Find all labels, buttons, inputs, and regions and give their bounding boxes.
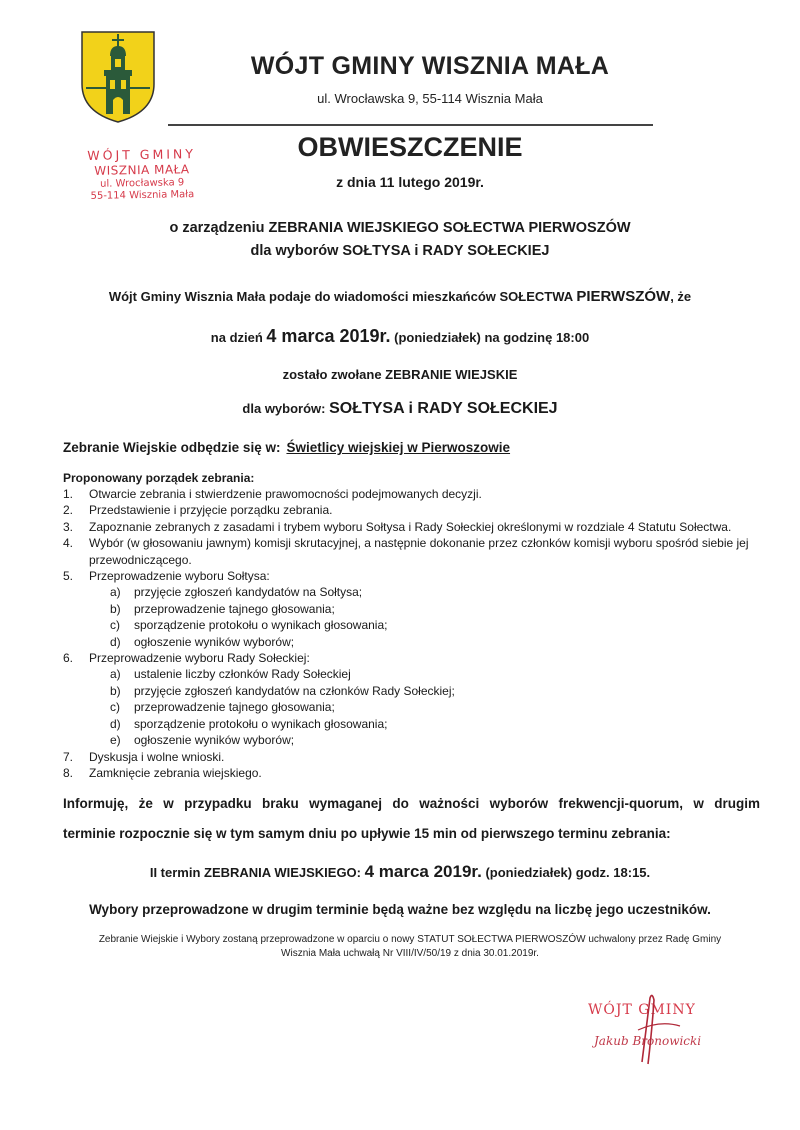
agenda-subitem-text: sporządzenie protokołu o wynikach głosowania; [134,716,388,731]
meeting-date: 4 marca 2019r. [266,326,391,346]
coat-of-arms-icon [78,28,158,124]
agenda-subitem-letter: a) [110,667,121,682]
agenda-subitem [63,716,763,732]
agenda-item-text: Zapoznanie zebranych z zasadami i trybem wyboru Sołtysa i Rady Sołeckiej określonymi w rozdziale 4 Statutu Sołectwa. [89,519,732,534]
notice-title: OBWIESZCZENIE [297,132,523,162]
stamp-line-2: WISZNIA MAŁA [94,162,190,178]
agenda-subitem-text: przeprowadzenie tajnego głosowania; [134,700,335,715]
agenda-item-number: 8. [63,765,74,780]
agenda-item-number: 6. [63,651,74,666]
agenda-subitem-text: przyjęcie zgłoszeń kandydatów na Sołtysa; [134,585,363,600]
agenda-subitem-text: ogłoszenie wyników wyborów; [134,634,295,649]
agenda-item-number: 3. [63,519,74,534]
agenda-item-number: 5. [63,569,74,584]
second-term-suffix: (poniedziałek) godz. 18:15. [481,865,651,880]
agenda-subitem [63,666,763,682]
stamp-line-3: ul. Wrocławska 9 [100,177,185,190]
intro-tail: , że [670,289,692,304]
handwritten-signature-icon [580,990,730,1070]
agenda-item [63,568,763,584]
agenda-subitem-text: ustalenie liczby członków Rady Sołeckiej [134,667,351,682]
agenda-subitem [63,601,763,617]
agenda-item-number: 1. [63,487,74,501]
agenda-subitem-text: ogłoszenie wyników wyborów; [134,733,295,748]
agenda-item-text: Przeprowadzenie wyboru Sołtysa: [89,569,270,584]
agenda-subitem-letter: c) [110,618,120,633]
agenda-item-text: Otwarcie zebrania i stwierdzenie prawomocności podejmowanych decyzji. [89,487,482,501]
agenda-subitem [63,732,763,748]
dateline-prefix: na dzień [210,330,267,345]
agenda-subitem-letter: b) [110,601,121,616]
agenda-subitem [63,617,763,633]
agenda-item-text: Wybór (w głosowaniu jawnym) komisji skrutacyjnej, a następnie dokonanie przez członków komisji wyboru spośród siebie jej przewodniczącego. [89,536,749,567]
notice-date: z dnia 11 lutego 2019r. [336,174,484,190]
agenda-subitem [63,683,763,699]
elections-line [40,400,760,418]
agenda-item [63,486,763,502]
agenda-subitem-letter: b) [110,683,121,698]
agenda-item-text: Przedstawienie i przyjęcie porządku zebrania. [89,503,333,518]
meeting-dateline [40,326,760,347]
stamp-line-1: WÓJT GMINY [87,146,197,163]
agenda-item [63,535,763,568]
agenda-heading: Proponowany porządek zebrania: [63,471,255,485]
agenda-item [63,519,763,535]
convened-line: zostało zwołane ZEBRANIE WIEJSKIE [282,367,518,382]
signature-title: WÓJT GMINY [588,1002,696,1018]
venue-label: Zebranie Wiejskie odbędzie się w: [63,440,281,455]
agenda-item-text: Dyskusja i wolne wnioski. [89,749,225,764]
intro-paragraph [40,288,760,305]
agenda-item [63,650,763,666]
venue-place: Świetlicy wiejskiej w Pierwoszowie [286,440,511,455]
statute-footnote [60,933,760,961]
elections-emphasis: SOŁTYSA i RADY SOŁECKIEJ [329,400,558,417]
stamp-line-4: 55-114 Wisznia Mała [90,189,195,202]
agenda-subitem-text: przeprowadzenie tajnego głosowania; [134,601,335,616]
quorum-notice-line-1: Informuję, że w przypadku braku wymaganej do ważności wyborów frekwencji-quorum, w drugim [63,796,760,811]
venue-line [63,440,510,455]
agenda-item [63,502,763,518]
agenda-item [63,765,763,781]
footnote-line-1: Zebranie Wiejskie i Wybory zostaną przeprowadzone w oparciu o nowy STATUT SOŁECTWA PIERWOSZÓW uchwalony przez Radę Gminy [98,934,722,945]
header-address: ul. Wrocławska 9, 55-114 Wisznia Mała [317,91,543,106]
agenda-subitem-text: sporządzenie protokołu o wynikach głosowania; [134,618,388,633]
agenda-subitem-letter: e) [110,733,121,748]
agenda-subitem [63,699,763,715]
agenda-subitem-letter: d) [110,716,121,731]
second-term-prefix: II termin ZEBRANIA WIEJSKIEGO: [149,865,365,880]
agenda-item-text: Zamknięcie zebrania wiejskiego. [89,765,262,780]
agenda-subitem-letter: c) [110,700,120,715]
quorum-notice-line-2: terminie rozpocznie się w tym samym dniu po upływie 15 min od pierwszego terminu zebrania: [63,826,671,841]
agenda-subitem-letter: a) [110,585,121,600]
second-term-date: 4 marca 2019r. [364,862,482,881]
header-title: WÓJT GMINY WISZNIA MAŁA [250,52,610,80]
agenda-item [63,749,763,765]
validity-note: Wybory przeprowadzone w drugim terminie będą ważne bez względu na liczbę jego uczestników. [89,902,711,917]
agenda-item-number: 7. [63,749,74,764]
signature-name: Jakub Bronowicki [594,1034,702,1048]
agenda-subitem [63,584,763,600]
elections-prefix: dla wyborów: [242,401,330,416]
agenda-subitem-letter: d) [110,634,121,649]
dateline-suffix: (poniedziałek) na godzinę 18:00 [390,330,590,345]
agenda-list [63,486,763,781]
footnote-line-2: Wisznia Mała uchwałą Nr VIII/IV/50/19 z dnia 30.01.2019r. [281,948,539,959]
intro-text: Wójt Gminy Wisznia Mała podaje do wiadomości mieszkańców SOŁECTWA [108,289,577,304]
agenda-item-number: 2. [63,503,74,518]
intro-emphasis: PIERWSZÓW [576,288,671,305]
agenda-subitem [63,634,763,650]
agenda-item-text: Przeprowadzenie wyboru Rady Sołeckiej: [89,651,310,666]
signature-stamp [580,990,730,1070]
subject-line-2: dla wyborów SOŁTYSA i RADY SOŁECKIEJ [250,243,550,259]
office-stamp [62,146,223,203]
second-term-line [40,862,760,882]
header-divider [168,124,653,126]
subject-line-1: o zarządzeniu ZEBRANIA WIEJSKIEGO SOŁECTWA PIERWOSZÓW [169,220,631,236]
agenda-item-number: 4. [63,536,74,551]
agenda-subitem-text: przyjęcie zgłoszeń kandydatów na członków Rady Sołeckiej; [134,683,455,698]
